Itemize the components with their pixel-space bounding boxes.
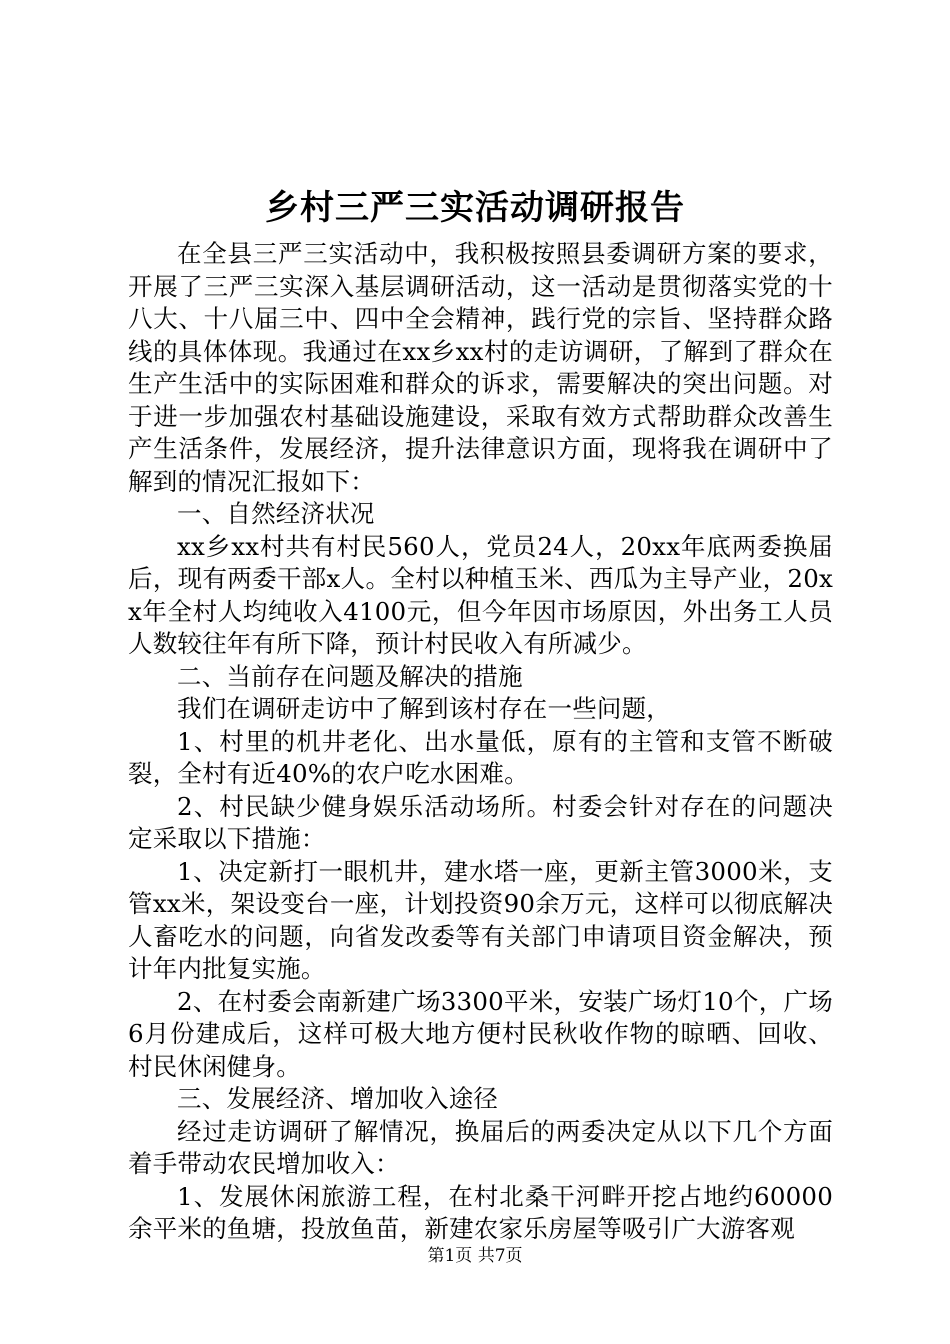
paragraph-economy: xx乡xx村共有村民560人，党员24人，20xx年底两委换届后，现有两委干部x人。全村以种植玉米、西瓜为主导产业，20xx年全村人均纯收入4100元，但今年因市场原因，外出务工人员人数较往年有所下降，预计村民收入有所减少。 bbox=[128, 531, 833, 658]
measure-item-1: 1、决定新打一眼机井，建水塔一座，更新主管3000米，支管xx米，架设变台一座，计划投资90余万元，这样可以彻底解决人畜吃水的问题，向省发改委等有关部门申请项目资金解决，预计年内批复实施。 bbox=[128, 856, 833, 983]
document-body bbox=[128, 238, 833, 1246]
problem-item-1: 1、村里的机井老化、出水量低，原有的主管和支管不断破裂，全村有近40%的农户吃水困难。 bbox=[128, 726, 833, 788]
paragraph-income-intro: 经过走访调研了解情况，换届后的两委决定从以下几个方面着手带动农民增加收入： bbox=[128, 1116, 833, 1178]
paragraph-problems-intro: 我们在调研走访中了解到该村存在一些问题， bbox=[177, 694, 671, 723]
section-heading-1: 一、自然经济状况 bbox=[177, 499, 375, 528]
measure-item-2: 2、在村委会南新建广场3300平米，安装广场灯10个，广场6月份建成后，这样可极大地方便村民秋收作物的晾晒、回收、村民休闲健身。 bbox=[128, 986, 833, 1081]
income-item-1: 1、发展休闲旅游工程，在村北桑干河畔开挖占地约60000余平米的鱼塘，投放鱼苗，新建农家乐房屋等吸引广大游客观 bbox=[128, 1181, 833, 1243]
problem-item-2: 2、村民缺少健身娱乐活动场所。村委会针对存在的问题决定采取以下措施： bbox=[128, 791, 833, 853]
section-heading-2: 二、当前存在问题及解决的措施 bbox=[177, 661, 523, 691]
paragraph-intro: 在全县三严三实活动中，我积极按照县委调研方案的要求，开展了三严三实深入基层调研活动，这一活动是贯彻落实党的十八大、十八届三中、四中全会精神，践行党的宗旨、坚持群众路线的具体体现。我通过在xx乡xx村的走访调研，了解到了群众在生产生活中的实际困难和群众的诉求，需要解决的突出问题。对于进一步加强农村基础设施建设，采取有效方式帮助群众改善生产生活条件，发展经济，提升法律意识方面，现将我在调研中了解到的情况汇报如下： bbox=[128, 239, 833, 496]
page-footer: 第1页 共7页 bbox=[427, 1246, 523, 1266]
section-heading-3: 三、发展经济、增加收入途径 bbox=[177, 1084, 499, 1113]
document-title: 乡村三严三实活动调研报告 bbox=[265, 188, 685, 228]
